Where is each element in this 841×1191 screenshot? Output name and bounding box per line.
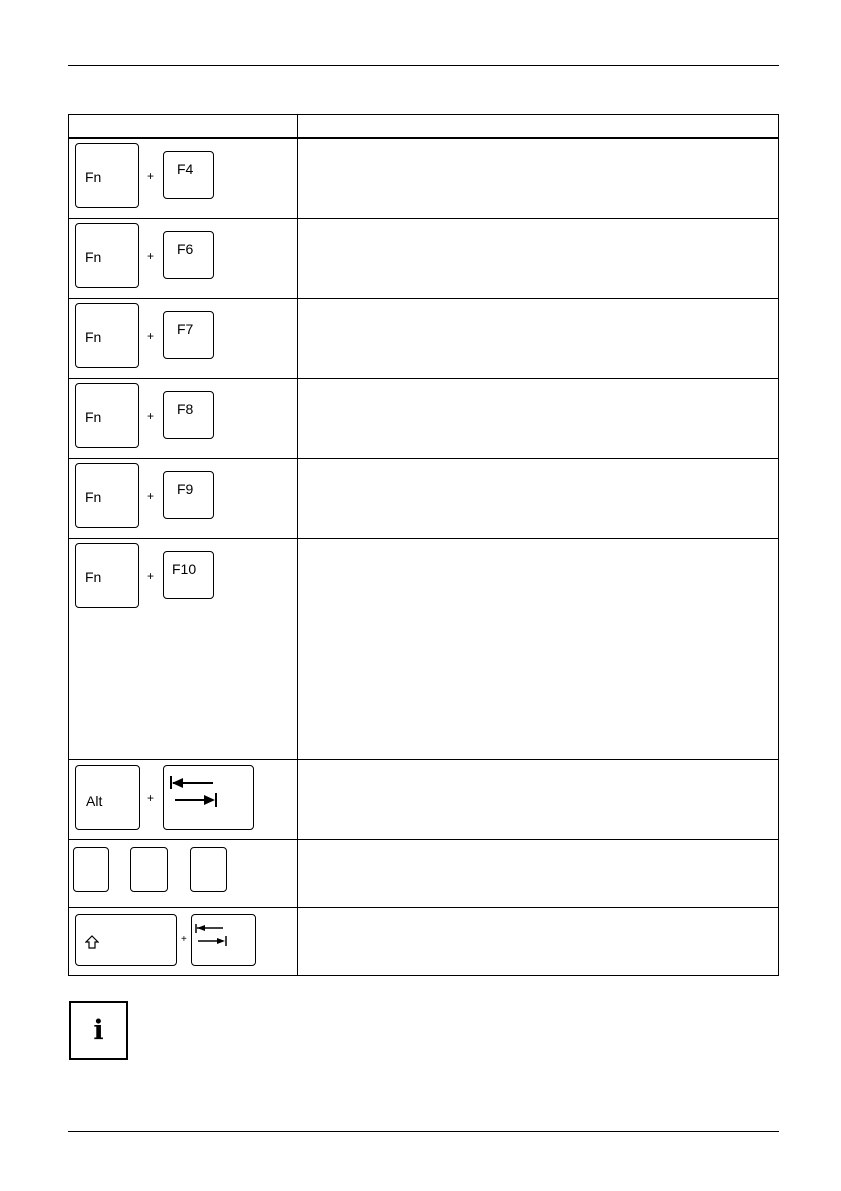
f9-key-label: F9	[177, 481, 194, 497]
plus-sign: +	[147, 791, 155, 805]
table-column-divider	[297, 115, 298, 975]
alt-key-label: Alt	[86, 793, 103, 809]
f6-key-label: F6	[177, 241, 194, 257]
f4-key-label: F4	[177, 161, 194, 177]
tab-key	[163, 765, 254, 830]
f4-key	[163, 151, 214, 199]
key-combination-table	[68, 114, 779, 976]
fn-key	[75, 543, 139, 608]
f7-key-label: F7	[177, 321, 194, 337]
row-divider	[69, 458, 778, 459]
fn-key-label: Fn	[85, 489, 102, 505]
plus-sign: +	[147, 169, 155, 183]
fn-key-label: Fn	[85, 169, 102, 185]
plus-sign: +	[147, 409, 155, 423]
f10-key	[163, 551, 214, 599]
tab-icon	[195, 924, 227, 952]
info-glyph: i	[93, 1015, 104, 1046]
fn-key-label: Fn	[85, 409, 102, 425]
alt-key	[75, 765, 140, 830]
row-divider	[69, 839, 778, 840]
row-divider	[69, 218, 778, 219]
f8-key	[163, 391, 214, 439]
table-header-divider	[69, 137, 778, 139]
row-divider	[69, 759, 778, 760]
tab-icon	[169, 776, 219, 816]
tab-key	[191, 914, 256, 966]
info-icon	[69, 1001, 128, 1060]
footer-rule	[68, 1131, 779, 1132]
blank-key	[190, 847, 227, 892]
plus-sign: +	[147, 329, 155, 343]
f6-key	[163, 231, 214, 279]
f10-key-label: F10	[172, 561, 197, 577]
plus-sign: +	[147, 249, 155, 263]
f9-key	[163, 471, 214, 519]
f7-key	[163, 311, 214, 359]
row-divider	[69, 907, 778, 908]
plus-sign: +	[147, 569, 155, 583]
plus-sign: +	[147, 489, 155, 503]
fn-key	[75, 303, 139, 368]
shift-icon	[85, 935, 99, 949]
blank-key	[130, 847, 168, 892]
fn-key	[75, 143, 139, 208]
f8-key-label: F8	[177, 401, 194, 417]
fn-key	[75, 463, 139, 528]
shift-key	[75, 914, 177, 966]
blank-key	[73, 847, 109, 892]
fn-key-label: Fn	[85, 329, 102, 345]
row-divider	[69, 298, 778, 299]
fn-key-label: Fn	[85, 249, 102, 265]
header-rule	[68, 65, 779, 66]
fn-key	[75, 383, 139, 448]
fn-key	[75, 223, 139, 288]
row-divider	[69, 378, 778, 379]
plus-sign: +	[181, 934, 187, 945]
fn-key-label: Fn	[85, 569, 102, 585]
row-divider	[69, 538, 778, 539]
